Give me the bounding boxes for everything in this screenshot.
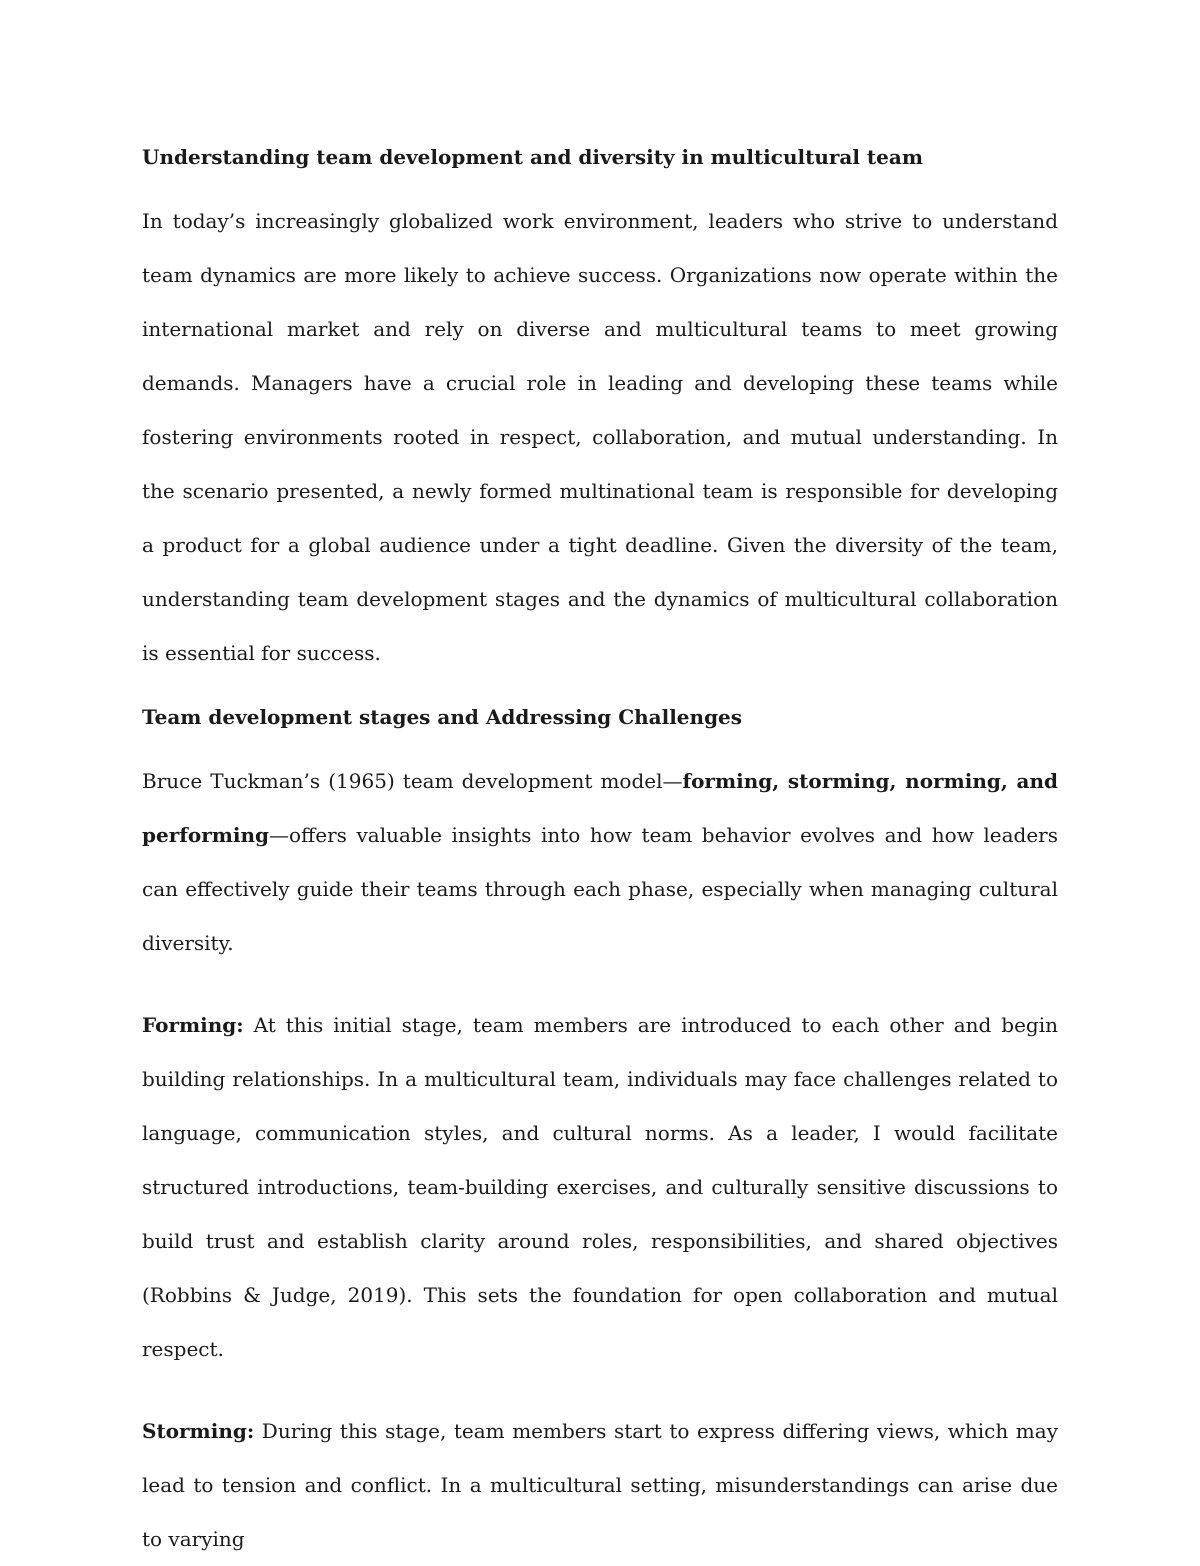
- section-heading: Team development stages and Addressing Challenges: [142, 705, 743, 729]
- forming-text: At this initial stage, team members are introduced to each other and begin building relationships. In a multicultural team, individuals may face challenges related to language, communication styles, and cultural norms. As a leader, I would facilitate structured introductions, team-building exercises, and culturally sensitive discussions to build trust and establish clarity around roles, responsibilities, and shared objectives (Robbins & Judge, 2019). This sets the foundation for open collaboration and mutual respect.: [142, 1013, 1058, 1361]
- forming-label: Forming:: [142, 1013, 244, 1037]
- forming-paragraph: [142, 998, 1058, 1376]
- intro-paragraph: In today’s increasingly globalized work environment, leaders who strive to understand team dynamics are more likely to achieve success. Organizations now operate within the international market and rely on diverse and multicultural teams to meet growing demands. Managers have a crucial role in leading and developing these teams while fostering environments rooted in respect, collaboration, and mutual understanding. In the scenario presented, a newly formed multinational team is responsible for developing a product for a global audience under a tight deadline. Given the diversity of the team, understanding team development stages and the dynamics of multicultural collaboration is essential for success.: [142, 209, 1058, 665]
- tuckman-lead: Bruce Tuckman’s (1965) team development model—: [142, 769, 683, 793]
- tuckman-stages: forming, storming, norming, and performing: [142, 769, 1059, 847]
- storming-paragraph: [142, 1404, 1058, 1566]
- tuckman-rest: —offers valuable insights into how team behavior evolves and how leaders can effectively guide their teams through each phase, especially when managing cultural diversity.: [142, 823, 1058, 955]
- tuckman-paragraph: [142, 754, 1058, 970]
- storming-label: Storming:: [142, 1419, 255, 1443]
- document-page: [142, 135, 1058, 1566]
- document-title: Understanding team development and diversity in multicultural team: [142, 145, 924, 169]
- storming-text: During this stage, team members start to express differing views, which may lead to tension and conflict. In a multicultural setting, misunderstandings can arise due to varying: [142, 1419, 1058, 1551]
